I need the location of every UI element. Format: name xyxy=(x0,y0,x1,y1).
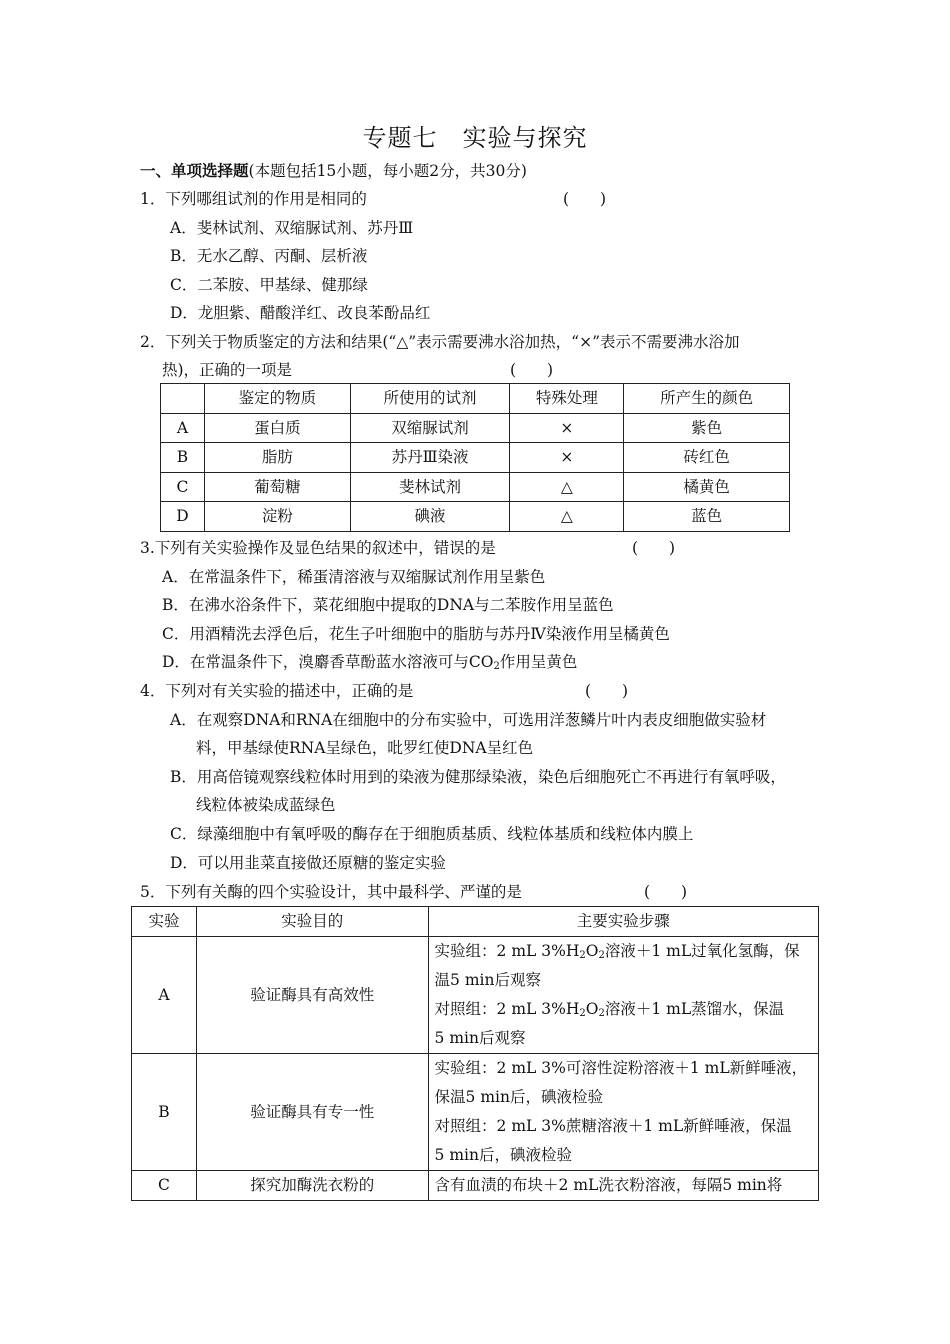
table-cell: 脂肪 xyxy=(204,443,350,473)
q4-option-c: C．绿藻细胞中有氧呼吸的酶存在于细胞质基质、线粒体基质和线粒体内膜上 xyxy=(170,825,694,843)
table-row xyxy=(132,937,819,1054)
table-cell: D xyxy=(161,502,205,532)
table-cell: B xyxy=(161,443,205,473)
q3-option-b: B．在沸水浴条件下，菜花细胞中提取的DNA与二苯胺作用呈蓝色 xyxy=(162,596,614,614)
table-cell: C xyxy=(132,1171,197,1201)
table-header-cell: 鉴定的物质 xyxy=(204,384,350,414)
step-line: 实验组：2 mL 3%可溶性淀粉溶液＋1 mL新鲜唾液， xyxy=(434,1059,808,1077)
table-cell: 蓝色 xyxy=(624,502,790,532)
table-row xyxy=(132,1171,819,1201)
q1-stem: 1．下列哪组试剂的作用是相同的 xyxy=(140,190,367,208)
table-cell: 砖红色 xyxy=(624,443,790,473)
table-cell-steps xyxy=(428,1171,818,1201)
step-line: 对照组：2 mL 3%蔗糖溶液＋1 mL新鲜唾液，保温 xyxy=(434,1117,792,1135)
q3-option-d-sub: 2 xyxy=(493,661,500,672)
step-line: 温5 min后观察 xyxy=(434,971,541,989)
q3-option-d xyxy=(162,648,577,677)
q4-answer-paren: ( ) xyxy=(585,682,629,700)
q2-stem-line1: 2．下列关于物质鉴定的方法和结果(“△”表示需要沸水浴加热，“×”表示不需要沸水浴加 xyxy=(140,333,740,351)
q5-table-header-row xyxy=(132,907,819,937)
q5-stem: 5．下列有关酶的四个实验设计，其中最科学、严谨的是 xyxy=(140,883,522,901)
step-sub: 2 xyxy=(598,1008,605,1019)
table-row xyxy=(161,472,790,502)
table-row xyxy=(161,443,790,473)
q3-option-d-post: 作用呈黄色 xyxy=(499,653,578,671)
q2-stem-line2: 热)，正确的一项是 xyxy=(162,361,293,379)
table-cell: 紫色 xyxy=(624,413,790,443)
q5-answer-paren: ( ) xyxy=(644,883,688,901)
page-title: 专题七 实验与探究 xyxy=(362,124,588,152)
q4-stem: 4．下列对有关实验的描述中，正确的是 xyxy=(140,682,414,700)
table-cell: A xyxy=(161,413,205,443)
q3-option-a: A．在常温条件下，稀蛋清溶液与双缩脲试剂作用呈紫色 xyxy=(162,568,546,586)
table-row xyxy=(132,1054,819,1171)
table-cell: △ xyxy=(510,502,624,532)
table-cell: B xyxy=(132,1054,197,1171)
table-cell: × xyxy=(510,413,624,443)
step-sub: 2 xyxy=(598,950,605,961)
table-cell: × xyxy=(510,443,624,473)
table-cell: 葡萄糖 xyxy=(204,472,350,502)
table-cell: 双缩脲试剂 xyxy=(350,413,510,443)
step-line: 5 min后观察 xyxy=(434,1029,526,1047)
q1-option-c: C．二苯胺、甲基绿、健那绿 xyxy=(170,276,368,294)
q2-table xyxy=(160,383,790,532)
table-header-cell xyxy=(161,384,205,414)
step-sub: 2 xyxy=(579,950,586,961)
table-cell: 橘黄色 xyxy=(624,472,790,502)
table-row xyxy=(161,502,790,532)
step-line xyxy=(435,937,812,966)
step-text: 溶液＋1 mL蒸馏水，保温 xyxy=(604,1000,785,1018)
table-header-cell: 实验目的 xyxy=(196,907,428,937)
table-cell: 验证酶具有专一性 xyxy=(196,1054,428,1171)
q4-option-b-line2: 线粒体被染成蓝绿色 xyxy=(196,796,336,814)
table-header-cell: 特殊处理 xyxy=(510,384,624,414)
section-note: (本题包括15小题，每小题2分，共30分) xyxy=(248,162,527,180)
q1-option-d: D．龙胆紫、醋酸洋红、改良苯酚品红 xyxy=(170,304,431,322)
step-text: 溶液＋1 mL过氧化氢酶，保 xyxy=(604,942,800,960)
table-cell: 验证酶具有高效性 xyxy=(196,937,428,1054)
step-line: 保温5 min后，碘液检验 xyxy=(434,1088,603,1106)
step-sub: 2 xyxy=(579,1008,586,1019)
table-cell: △ xyxy=(510,472,624,502)
q2-answer-paren: ( ) xyxy=(510,361,554,379)
table-cell: 淀粉 xyxy=(204,502,350,532)
table-cell-steps xyxy=(428,1054,818,1171)
step-text: 对照组：2 mL 3%H xyxy=(434,1000,580,1018)
section-heading xyxy=(140,156,527,186)
table-cell: 苏丹Ⅲ染液 xyxy=(350,443,510,473)
q1-option-b: B．无水乙醇、丙酮、层析液 xyxy=(170,247,368,265)
step-text: 实验组：2 mL 3%H xyxy=(434,942,580,960)
q3-answer-paren: ( ) xyxy=(632,539,676,557)
table-header-cell: 所产生的颜色 xyxy=(624,384,790,414)
q1-option-a: A．斐林试剂、双缩脲试剂、苏丹Ⅲ xyxy=(170,219,414,237)
q3-option-d-pre: D．在常温条件下，溴麝香草酚蓝水溶液可与CO xyxy=(162,653,494,671)
step-line: 5 min后，碘液检验 xyxy=(434,1146,572,1164)
table-cell: 探究加酶洗衣粉的 xyxy=(196,1171,428,1201)
q2-table-header-row xyxy=(161,384,790,414)
table-cell: 斐林试剂 xyxy=(350,472,510,502)
table-header-cell: 实验 xyxy=(132,907,197,937)
table-cell: C xyxy=(161,472,205,502)
q4-option-d: D．可以用韭菜直接做还原糖的鉴定实验 xyxy=(170,854,446,872)
q3-option-c: C．用酒精洗去浮色后，花生子叶细胞中的脂肪与苏丹Ⅳ染液作用呈橘黄色 xyxy=(162,625,670,643)
q4-option-a-line2: 料，甲基绿使RNA呈绿色，吡罗红使DNA呈红色 xyxy=(196,739,534,757)
q4-option-a-line1: A．在观察DNA和RNA在细胞中的分布实验中，可选用洋葱鳞片叶内表皮细胞做实验材 xyxy=(170,711,767,729)
table-cell-steps xyxy=(428,937,818,1054)
step-text: O xyxy=(585,1000,599,1018)
table-cell: A xyxy=(132,937,197,1054)
table-cell: 蛋白质 xyxy=(204,413,350,443)
section-label: 一、单项选择题 xyxy=(140,161,249,180)
step-line: 含有血渍的布块＋2 mL洗衣粉溶液，每隔5 min将 xyxy=(434,1176,783,1194)
q4-option-b-line1: B．用高倍镜观察线粒体时用到的染液为健那绿染液，染色后细胞死亡不再进行有氧呼吸， xyxy=(170,768,786,786)
q5-table xyxy=(131,906,819,1201)
table-row xyxy=(161,413,790,443)
table-header-cell: 所使用的试剂 xyxy=(350,384,510,414)
step-line xyxy=(435,995,812,1024)
step-text: O xyxy=(585,942,599,960)
table-header-cell: 主要实验步骤 xyxy=(428,907,818,937)
table-cell: 碘液 xyxy=(350,502,510,532)
q1-answer-paren: ( ) xyxy=(563,190,607,208)
q3-stem: 3.下列有关实验操作及显色结果的叙述中，错误的是 xyxy=(140,539,496,557)
